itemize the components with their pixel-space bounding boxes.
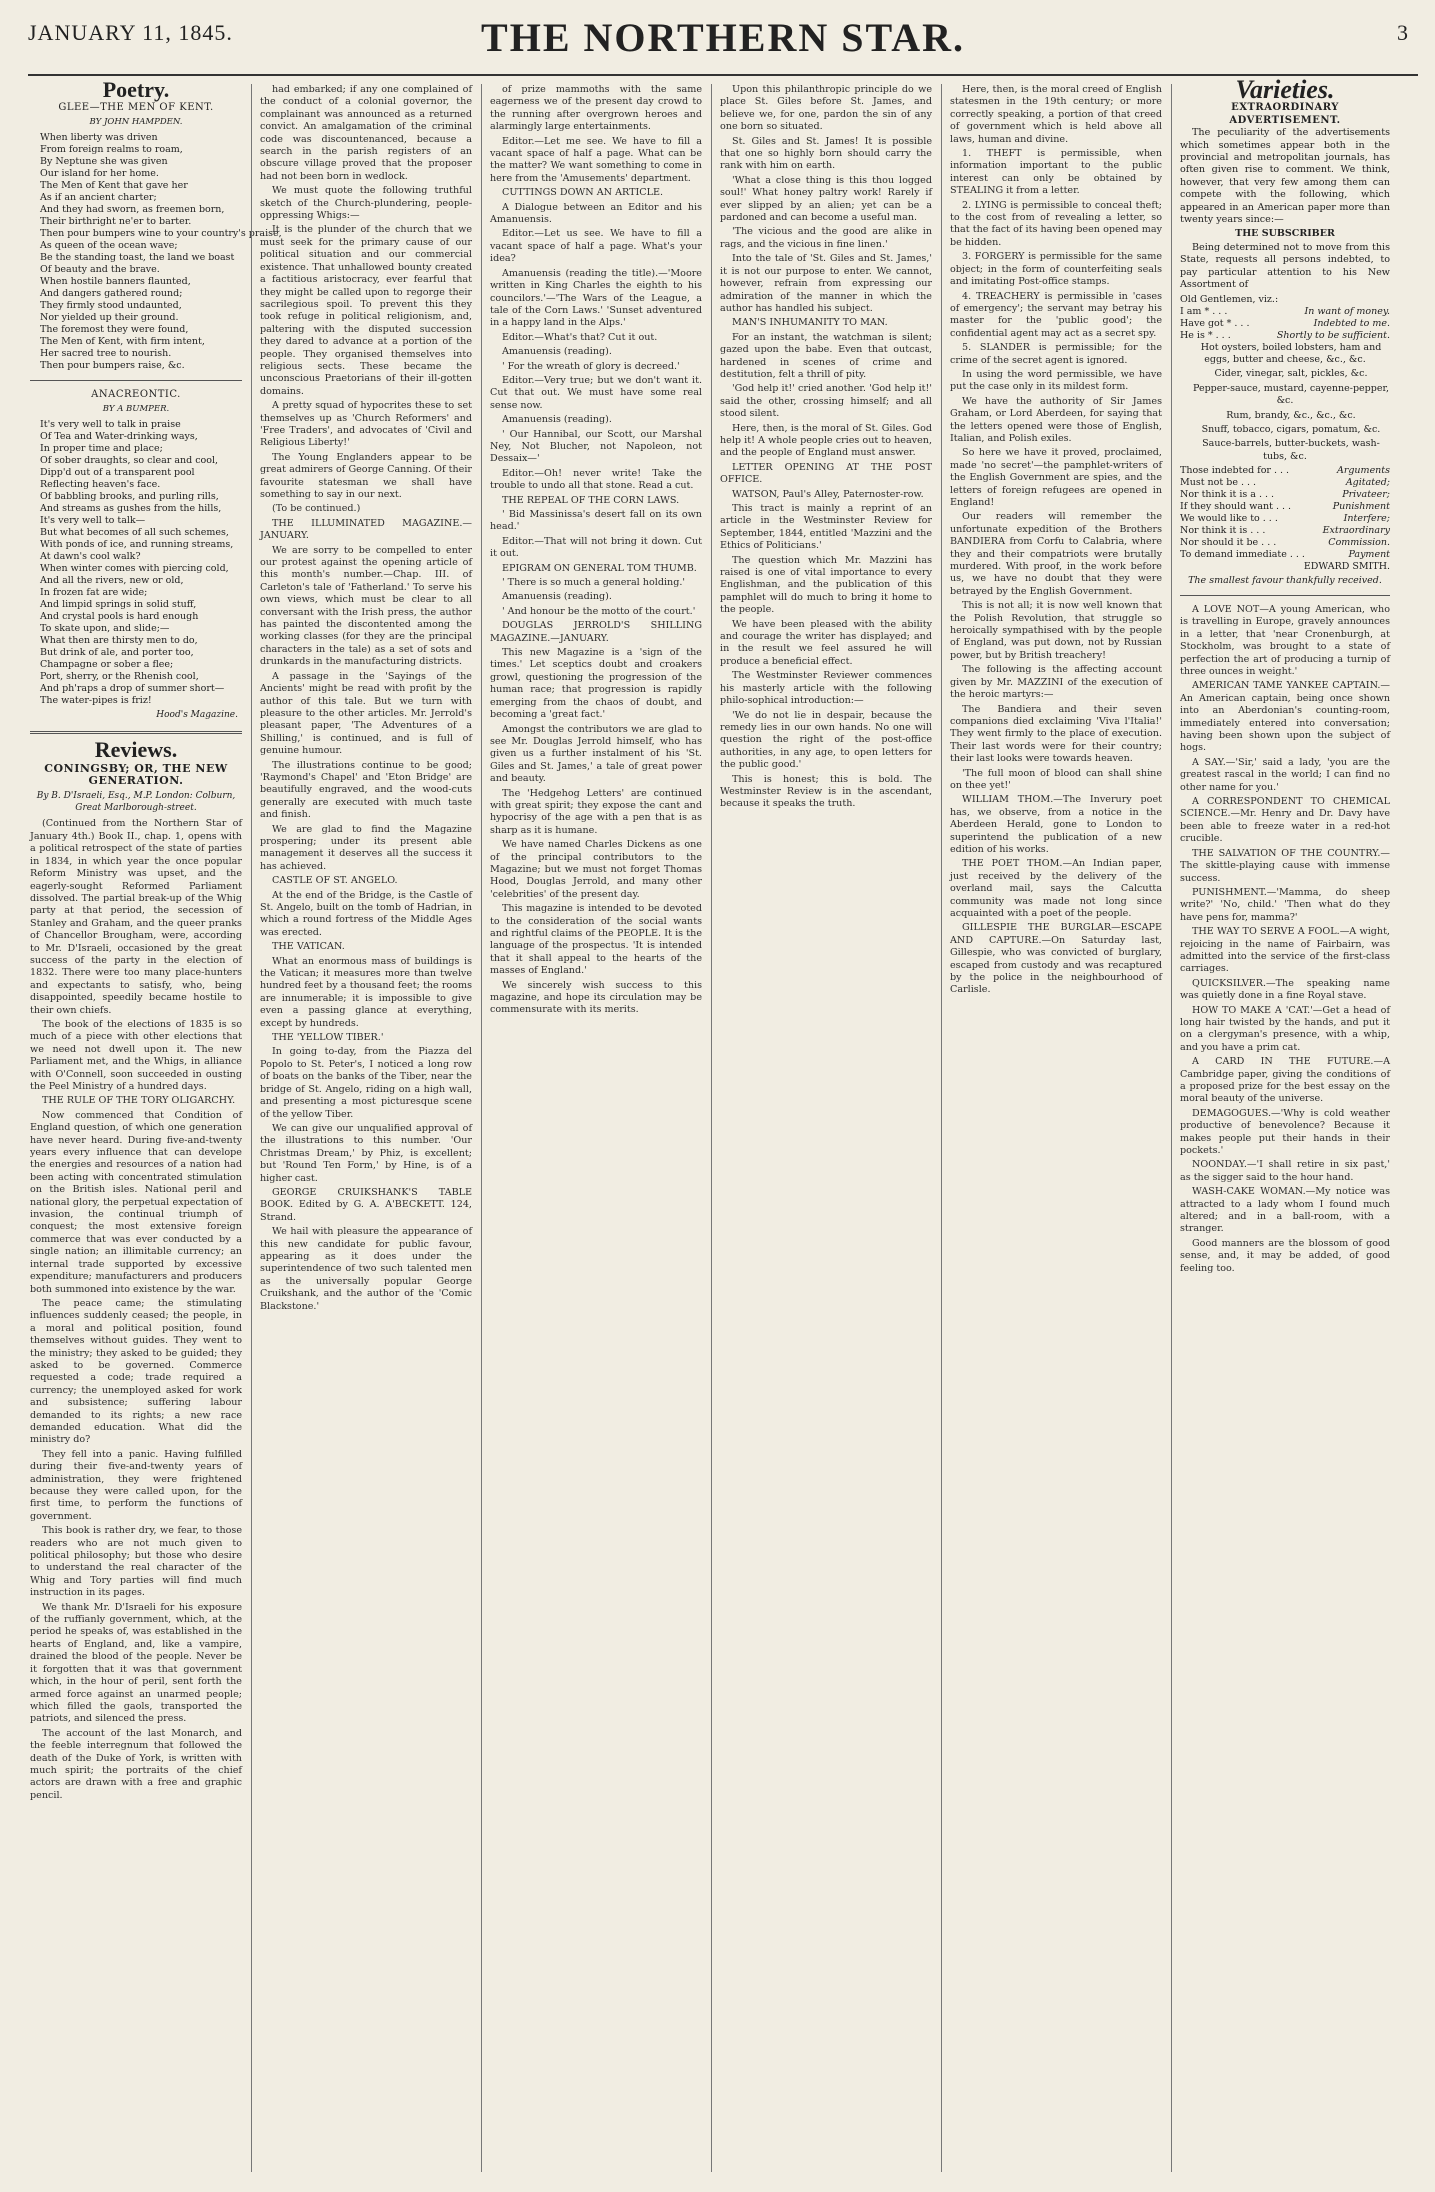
poem-line: Dipp'd out of a transparent pool [40, 467, 195, 479]
advert-row-left: He is * . . . [1180, 329, 1231, 341]
poem-line: Their birthright ne'er to barter. [40, 216, 192, 228]
advert-ware: Snuff, tobacco, cigars, pomatum, &c. [1201, 423, 1381, 435]
varieties-body [1180, 604, 1390, 1275]
advert-row [1180, 465, 1390, 477]
poem-line: When winter comes with piercing cold, [40, 563, 229, 575]
poem-line: In frozen fat are wide; [40, 587, 148, 599]
poem-line: Then pour bumpers raise, &c. [40, 360, 185, 372]
paragraph: Now commenced that Condition of England question, of which one generation have never heard. During five-and-twenty years every influence that can develope the energies and resources of a nation had been acting with concentrated stimulation on the British isles. National peril and national glory, the perpetual expectation of invasion, the continual triumph of conquest; the most extensive foreign commerce that was ever conducted by a single nation; an illimitable currency; an internal trade supported by excessive expenditure; manufacturers and producers both summoned into existence by the war. [30, 1109, 242, 1295]
poem-line: They firmly stood undaunted, [40, 300, 182, 312]
review-1-title: CONINGSBY; OR, THE NEW GENERATION. [44, 761, 228, 788]
advert-row-left: Old Gentlemen, viz.: [1180, 293, 1279, 305]
paragraph: 3. FORGERY is permissible for the same object; in the form of counterfeiting seals and imitating Post-office stamps. [950, 251, 1162, 288]
paragraph: ' For the wreath of glory is decreed.' [502, 360, 680, 372]
paragraph: Editor.—Let me see. We have to fill a vacant space of half a page. What can be the matter? We want something to come in here from the 'Amusements' department. [490, 135, 702, 184]
poem-line: The foremost they were found, [40, 324, 189, 336]
poem-line: To skate upon, and slide;— [40, 623, 170, 635]
paragraph: Amongst the contributors we are glad to see Mr. Douglas Jerrold himself, who has given us a further instalment of his 'St. Giles and St. James,' a tale of great power and beauty. [490, 723, 702, 785]
advert-row [1180, 294, 1390, 306]
advert-row-right: Extraordinary [1322, 525, 1390, 537]
advert-row [1180, 513, 1390, 525]
poem-line: Reflecting heaven's face. [40, 479, 161, 491]
poem-line: In proper time and place; [40, 443, 163, 455]
advert-ware: Cider, vinegar, salt, pickles, &c. [1214, 368, 1368, 380]
paragraph: This is honest; this is bold. The Westminster Review is in the ascendant, because it speaks the truth. [720, 773, 932, 810]
poem-line: Be the standing toast, the land we boast [40, 252, 235, 264]
paragraph: The question which Mr. Mazzini has raised is one of vital importance to every Englishman, and the publication of this pamphlet will do much to bring it home to the people. [720, 554, 932, 616]
paragraph: They fell into a panic. Having fulfilled during their five-and-twenty years of administration, they were frightened because they were called upon, for the first time, to perform the functions of government. [30, 1448, 242, 1522]
advert-row [1180, 501, 1390, 513]
poem-2-credit: Hood's Magazine. [156, 710, 238, 721]
masthead-title: THE NORTHERN STAR. [481, 15, 965, 60]
paragraph: We are sorry to be compelled to enter our protest against the opening article of this month's number.—Chap. III. of Carleton's tale of 'Fatherland.' To serve his own views, which must be clear to all conversant with the Irish press, the author has painted the discontented among the working classes (for they are the principal characters in the tale) as a set of sots and drunkards in the manufacturing districts. [260, 544, 472, 668]
advert-ware: Hot oysters, boiled lobsters, ham and eggs, butter and cheese, &c., &c. [1200, 341, 1382, 365]
poem-line: Port, sherry, or the Rhenish cool, [40, 671, 199, 683]
poem-line: Champagne or sober a flee; [40, 659, 174, 671]
review-1-byline: By B. D'Israeli, Esq., M.P. London: Colburn, Great Marlborough-street. [36, 790, 236, 814]
paragraph: WASH-CAKE WOMAN.—My notice was attracted to a lady whom I found much altered; and in a ball-room, with a stranger. [1180, 1186, 1390, 1235]
advert-row [1180, 306, 1390, 318]
advert-row [1180, 537, 1390, 549]
poem-line: And ph'raps a drop of summer short— [40, 683, 225, 695]
paragraph: ' Bid Massinissa's desert fall on its own head.' [490, 509, 702, 533]
paragraph: 'The full moon of blood can shall shine on thee yet!' [950, 767, 1162, 791]
advert-goods-list [1180, 294, 1390, 342]
paragraph: ' There is so much a general holding.' [502, 577, 686, 589]
advert-footer: The smallest favour thankfully received. [1188, 574, 1382, 586]
column-5 [950, 84, 1162, 2172]
paragraph: At the end of the Bridge, is the Castle of St. Angelo, built on the tomb of Hadrian, in which a round fortress of the Middle Ages was erected. [260, 889, 472, 938]
paragraph: 2. LYING is permissible to conceal theft; to the cost from of revealing a letter, so that the fact of its having been opened may be hidden. [950, 199, 1162, 248]
paragraph: PUNISHMENT.—'Mamma, do sheep write?' 'No, child.' 'Then what do they have pens for, mamma?' [1180, 886, 1390, 923]
paragraph: THE RULE OF THE TORY OLIGARCHY. [42, 1095, 236, 1107]
paragraph: The book of the elections of 1835 is so much of a piece with other elections that we need not dwell upon it. The new Parliament met, and the Whigs, in alliance with O'Connell, soon succeeded in ousting the Peel Ministry of a hundred days. [30, 1018, 242, 1092]
paragraph: CUTTINGS DOWN AN ARTICLE. [502, 187, 664, 199]
paragraph: AMERICAN TAME YANKEE CAPTAIN.—An American captain, being once shown into an Aberdonian's counting-room, immediately entered into conversation; having been shown upon the subject of hogs. [1180, 680, 1390, 754]
advert-row [1180, 318, 1390, 330]
advert-row-right: Interfere; [1343, 513, 1390, 525]
poem-line: Nor yielded up their ground. [40, 312, 179, 324]
poem-line: When hostile banners flaunted, [40, 276, 191, 288]
paragraph: Amanuensis (reading). [502, 346, 612, 358]
paragraph: WILLIAM THOM.—The Inverury poet has, we observe, from a notice in the Aberdeen Herald, gone to London to superintend the publication of a new edition of his works. [950, 794, 1162, 855]
poem-line: But drink of ale, and porter too, [40, 647, 194, 659]
advert-row-right: Privateer; [1342, 489, 1390, 501]
advert-wares-list [1180, 342, 1390, 464]
poem-line: Our island for her home. [40, 168, 159, 180]
paragraph: We have named Charles Dickens as one of the principal contributors to the Magazine; but we must not forget Thomas Hood, Douglas Jerrold, and many other 'celebrities' of the present day. [490, 839, 702, 900]
advert-row-left: To demand immediate . . . [1180, 549, 1305, 561]
paragraph: The following is the affecting account given by Mr. MAZZINI of the execution of the heroic martyrs:— [950, 664, 1162, 701]
column-6 [1180, 75, 1390, 2172]
advert-row-left: I am * . . . [1180, 305, 1228, 317]
paragraph: Editor.—Very true; but we don't want it. Cut that out. We must have some real sense now. [490, 374, 702, 411]
poem-line: What then are thirsty men to do, [40, 635, 198, 647]
paragraph: We are glad to find the Magazine prospering; under its present able management it deserves all the success it has achieved. [260, 823, 472, 872]
paragraph: Amanuensis (reading). [502, 414, 612, 426]
paragraph: ' And honour be the motto of the court.' [502, 605, 696, 617]
paragraph: In going to-day, from the Piazza del Popolo to St. Peter's, I noticed a long row of boats on the banks of the Tiber, near the bridge of St. Angelo, riding on a high wall, and presenting a most picturesque scene of the yellow Tiber. [260, 1046, 472, 1120]
paragraph: A passage in the 'Sayings of the Ancients' might be read with profit by the author of this tale. But we turn with pleasure to the other articles. Mr. Jerrold's pleasant paper, 'The Adventures of a Shilling,' is continued, and is full of genuine humour. [260, 670, 472, 757]
divider [30, 731, 242, 734]
poem-line: And streams as gushes from the hills, [40, 503, 222, 515]
paragraph: 4. TREACHERY is permissible in 'cases of emergency'; the servant may betray his master for the 'public good'; the confidential agent may act as a secret spy. [950, 290, 1162, 339]
paragraph: THE WAY TO SERVE A FOOL.—A wight, rejoicing in the name of Fairbairn, was admitted into the service of the first-class carriages. [1180, 926, 1390, 975]
poem-line: By Neptune she was given [40, 156, 168, 168]
advert-terms-list [1180, 465, 1390, 561]
paragraph: It is the plunder of the church that we must seek for the primary cause of our political situation and our commercial existence. That unhallowed bounty created a factitious aristocracy, ever fearful that they might be called upon to regorge their sacrilegious spoil. To prevent this they took refuge in political religionism, and, paltering with the disputed succession they dared to advance at a portion of the people. They organised themselves into religious sects. These became the unconscious Praetorians of their ill-gotten domains. [260, 224, 472, 397]
poem-1-byline: BY JOHN HAMPDEN. [89, 116, 183, 127]
advert-row-left: Nor think it is . . . [1180, 525, 1266, 537]
poem-line: The water-pipes is friz! [40, 695, 152, 707]
advert-ware: Rum, brandy, &c., &c., &c. [1226, 409, 1356, 421]
poem-line: Of sober draughts, so clear and cool, [40, 455, 219, 467]
paragraph: 'The vicious and the good are alike in rags, and the vicious in fine linen.' [720, 226, 932, 250]
paragraph: 'What a close thing is this thou logged soul!' What honey paltry work! Rarely if ever slipped by an alien; yet can be a pardoned and can become a useful man. [720, 174, 932, 224]
paragraph: The illustrations continue to be good; 'Raymond's Chapel' and 'Eton Bridge' are beautifully engraved, and the wood-cuts generally are executed with much taste and finish. [260, 759, 472, 821]
paragraph: CASTLE OF ST. ANGELO. [272, 875, 398, 887]
poem-line: Of beauty and the brave. [40, 264, 160, 276]
paragraph: The Young Englanders appear to be great admirers of George Canning. Of their favourite statesman we shall have something to say in our next. [260, 451, 472, 500]
paragraph: DOUGLAS JERROLD'S SHILLING MAGAZINE.—JANUARY. [490, 620, 702, 644]
paragraph: THE ILLUMINATED MAGAZINE.—JANUARY. [260, 517, 472, 542]
poem-line: As queen of the ocean wave; [40, 240, 178, 252]
paragraph: had embarked; if any one complained of the conduct of a colonial governor, the complainant was announced as a returned convict. An amalgamation of the criminal code was discountenanced, because a search in the parish registers of an obscure village proved that the proposer had not been born in wedlock. [260, 84, 472, 182]
paragraph: This new Magazine is a 'sign of the times.' Let sceptics doubt and croakers growl, questioning the progression of the human race; that progression is rapidly emerging from the chaos of doubt, and becoming a 'great fact.' [490, 647, 702, 721]
advert-row-right: Punishment [1332, 501, 1390, 513]
paragraph: Editor.—That will not bring it down. Cut it out. [490, 535, 702, 560]
advert-row-left: If they should want . . . [1180, 501, 1292, 513]
column-2-body [260, 84, 472, 1313]
poem-line: The Men of Kent, with firm intent, [40, 336, 205, 348]
paragraph: Our readers will remember the unfortunate expedition of the Brothers BANDIERA from Corfu to Calabria, where they and their compatriots were brutally murdered. With proof, in the work before us, we have no doubt that they were betrayed by the English Government. [950, 511, 1162, 597]
advert-row [1180, 549, 1390, 561]
poem-line: Of babbling brooks, and purling rills, [40, 491, 219, 503]
advert-row-left: We would like to . . . [1180, 513, 1278, 525]
paragraph: This is not all; it is now well known that the Polish Revolution, that struggle so heroically sympathised with by the people of England, was put down, not by Russian power, but by British treachery! [950, 600, 1162, 661]
advert-title: EXTRAORDINARY ADVERTISEMENT. [1229, 102, 1341, 126]
poem-line: It's very well to talk in praise [40, 419, 181, 431]
paragraph: EPIGRAM ON GENERAL TOM THUMB. [502, 562, 697, 574]
paragraph: Here, then, is the moral creed of English statesmen in the 19th century; or more correctly speaking, a portion of that creed of government which is held above all laws, human and divine. [950, 84, 1162, 145]
paragraph: Editor.—What's that? Cut it out. [502, 331, 658, 343]
column-rule [251, 84, 252, 2172]
paragraph: 5. SLANDER is permissible; for the crime of the secret agent is ignored. [950, 342, 1162, 366]
paragraph: Here, then, is the moral of St. Giles. God help it! A whole people cries out to heaven, and the people of England must answer. [720, 422, 932, 459]
paragraph: The Bandiera and their seven companions died exclaiming 'Viva l'Italia!' They went firmly to the place of execution. Their last words were for their country; their last looks were towards heaven. [950, 703, 1162, 765]
poem-line: From foreign realms to roam, [40, 144, 183, 156]
poem-line: And they had sworn, as freemen born, [40, 204, 225, 216]
paragraph: Amanuensis (reading). [502, 591, 612, 603]
advert-ware: Sauce-barrels, butter-buckets, wash-tubs, &c. [1202, 438, 1380, 462]
advert-row-left: Those indebted for . . . [1180, 465, 1290, 477]
paragraph: THE POET THOM.—An Indian paper, just received by the delivery of the overland mail, says the Calcutta community was made not long since acquainted with a poet of the people. [950, 858, 1162, 919]
column-rule [941, 84, 942, 2172]
paragraph: 1. THEFT is permissible, when information important to the public interest can only be obtained by STEALING it from a letter. [950, 148, 1162, 197]
paragraph: The 'Hedgehog Letters' are continued with great spirit; they expose the cant and hypocrisy of the age with a pen that is as sharp as it is humane. [490, 787, 702, 836]
advert-row [1180, 477, 1390, 489]
paragraph: THE REPEAL OF THE CORN LAWS. [502, 494, 680, 506]
column-2 [260, 84, 472, 2172]
paragraph: 'God help it!' cried another. 'God help it!' said the other, crossing himself; and all stood silent. [720, 383, 932, 420]
paragraph: HOW TO MAKE A 'CAT.'—Get a head of long hair twisted by the hands, and put it on a clergyman's presence, with a whip, and you have a prim cat. [1180, 1004, 1390, 1053]
poem-line: And dangers gathered round; [40, 288, 183, 300]
masthead [28, 14, 1418, 76]
poem-2-byline: BY A BUMPER. [102, 403, 170, 414]
paragraph: The peace came; the stimulating influences suddenly ceased; the people, in a moral and political position, found themselves without guides. They went to the ministry; they asked to be guided; they asked to be governed. Commerce requested a code; trade required a currency; the unemployed asked for work and subsistence; suffering labour demanded to its rights; a new race demanded education. What did the ministry do? [30, 1297, 242, 1446]
paragraph: Upon this philanthropic principle do we place St. Giles before St. James, and believe we, for one, pardon the sin of any one born so situated. [720, 84, 932, 133]
review-1-body [30, 818, 242, 1802]
column-5-body [950, 84, 1162, 997]
varieties-heading: Varieties. [1235, 75, 1335, 104]
advert-row-right: Payment [1348, 549, 1390, 561]
paragraph: THE SALVATION OF THE COUNTRY.—The skittle-playing cause with immense success. [1180, 847, 1390, 884]
paragraph: THE 'YELLOW TIBER.' [272, 1032, 384, 1044]
paragraph: Editor.—Let us see. We have to fill a vacant space of half a page. What's your idea? [490, 228, 702, 265]
poem-line: And crystal pools is hard enough [40, 611, 199, 623]
paragraph: Editor.—Oh! never write! Take the trouble to undo all that stone. Read a cut. [490, 467, 702, 492]
divider [30, 380, 242, 381]
column-rule [711, 84, 712, 2172]
paragraph: Good manners are the blossom of good sense, and, it may be added, of good feeling too. [1180, 1237, 1390, 1274]
paragraph: We have been pleased with the ability and courage the writer has displayed; and in the result we feel assured he will produce a beneficial effect. [720, 618, 932, 667]
poem-line: But what becomes of all such schemes, [40, 527, 229, 539]
poem-line: Then pour bumpers wine to your country's praise, [40, 228, 282, 240]
paragraph: WATSON, Paul's Alley, Paternoster-row. [732, 488, 924, 500]
column-rule [1171, 84, 1172, 2172]
paragraph: We hail with pleasure the appearance of this new candidate for public favour, appearing as it does under the superintendence of two such talented men as the universally popular George Cruikshank, and the author of the 'Comic Blackstone.' [260, 1226, 472, 1312]
poem-line: And limpid springs in solid stuff, [40, 599, 197, 611]
page-number: 3 [1397, 20, 1408, 45]
column-4-body [720, 84, 932, 811]
paragraph: GEORGE CRUIKSHANK'S TABLE BOOK. Edited by G. A. A'BECKETT. 124, Strand. [260, 1186, 472, 1223]
advert-row [1180, 330, 1390, 342]
advert-signature: EDWARD SMITH. [1303, 561, 1390, 573]
paragraph: The Westminster Reviewer commences his masterly article with the following philo-sophical introduction:— [720, 670, 932, 707]
divider [1180, 595, 1390, 596]
paragraph: (To be continued.) [272, 503, 361, 515]
paragraph: We sincerely wish success to this magazine, and hope its circulation may be commensurate with its merits. [490, 979, 702, 1016]
paragraph: This tract is mainly a reprint of an article in the Westminster Review for September, 1844, entitled 'Mazzini and the Ethics of Politicians.' [720, 503, 932, 552]
poetry-heading: Poetry. [102, 77, 170, 102]
paragraph: We must quote the following truthful sketch of the Church-plundering, people-oppressing Whigs:— [260, 185, 472, 222]
advert-ware: Pepper-sauce, mustard, cayenne-pepper, &c. [1193, 382, 1389, 407]
advert-row-left: Have got * . . . [1180, 317, 1250, 329]
paragraph: (Continued from the Northern Star of January 4th.) Book II., chap. 1, opens with a political retrospect of the state of parties in 1834, in which year the once popular Reform Ministry was upset, and the eagerly-sought Reformed Parliament dissolved. The partial break-up of the Whig party at that period, the secession of Stanley and Graham, and the queer pranks of Chancellor Brougham, were, according to Mr. D'Israeli, occasioned by the great success of the party in the election of 1832. There were too many place-hunters and expectants to satisfy, who, being disappointed, speedily became hostile to their own chiefs. [30, 818, 242, 1016]
poem-line: Of Tea and Water-drinking ways, [40, 431, 198, 443]
paragraph: LETTER OPENING AT THE POST OFFICE. [720, 461, 932, 486]
reviews-heading: Reviews. [94, 737, 178, 763]
poem-line: With ponds of ice, and running streams, [40, 539, 234, 551]
poem-2-title: ANACREONTIC. [91, 389, 181, 401]
advert-row-right: Indebted to me. [1313, 317, 1390, 329]
advert-intro: The peculiarity of the advertisements which sometimes appear both in the provincial and metropolitan journals, has often given rise to comment. We think, however, that very few among them can compete with the following, which appeared in an American paper more than twenty years since:— [1180, 127, 1390, 226]
advert-subscriber: THE SUBSCRIBER [1235, 228, 1335, 240]
poem-line: It's very well to talk— [40, 515, 146, 527]
paragraph: So here we have it proved, proclaimed, made 'no secret'—the pamphlet-writers of the English Government are spies, and the letters of foreign refugees are opened in England! [950, 447, 1162, 508]
poem-line: Her sacred tree to nourish. [40, 348, 172, 360]
paragraph: 'We do not lie in despair, because the remedy lies in our own hands. No one will question the right of the post-office authorities, in any age, to open letters for the public good.' [720, 709, 932, 771]
paragraph: A CORRESPONDENT TO CHEMICAL SCIENCE.—Mr. Henry and Dr. Davy have been able to freeze water in a red-hot crucible. [1180, 796, 1390, 845]
poem-line: At dawn's cool walk? [40, 551, 141, 563]
advert-row-right: Arguments [1336, 465, 1390, 477]
advert-row-left: Nor should it be . . . [1180, 537, 1277, 549]
poem-line: As if an ancient charter; [40, 192, 157, 204]
paragraph: DEMAGOGUES.—'Why is cold weather productive of benevolence? Because it makes people put their hands in their pockets.' [1180, 1107, 1390, 1157]
advert-row-left: Nor think it is a . . . [1180, 489, 1275, 501]
advert-row-left: Must not be . . . [1180, 477, 1257, 489]
paragraph: Amanuensis (reading the title).—'Moore written in King Charles the eighth to his councilors.'—'The Wars of the League, a tale of the Corn Laws.' 'Sunset adventured in a happy land in the Alps.' [490, 267, 702, 329]
advert-row [1180, 525, 1390, 537]
paragraph: A CARD IN THE FUTURE.—A Cambridge paper, giving the conditions of a proposed prize for the best essay on the moral beauty of the universe. [1180, 1056, 1390, 1105]
advert-row-right: Shortly to be sufficient. [1276, 329, 1390, 341]
paragraph: GILLESPIE THE BURGLAR—ESCAPE AND CAPTURE.—On Saturday last, Gillespie, who was convicted of burglary, escaped from custody and was recaptured by the police in the neighbourhood of Carlisle. [950, 922, 1162, 996]
advert-row-right: In want of money. [1304, 305, 1390, 317]
paragraph: MAN'S INHUMANITY TO MAN. [732, 317, 888, 329]
paragraph: We thank Mr. D'Israeli for his exposure of the ruffianly government, which, at the period he speaks of, was established in the hearts of England, and, like a vampire, drained the blood of the people. Never be it forgotten that it was that government which, in the hour of peril, sent forth the armed force against an unarmed people; which filled the gaols, transported the patriots, and silenced the press. [30, 1601, 242, 1725]
paragraph: of prize mammoths with the same eagerness we of the present day crowd to the running after overgrown heroes and alarmingly large entertainments. [490, 84, 702, 133]
advert-row-right: Commission. [1328, 537, 1390, 549]
column-3 [490, 84, 702, 2172]
paragraph: QUICKSILVER.—The speaking name was quietly done in a fine Royal stave. [1180, 977, 1390, 1002]
poem-line: When liberty was driven [40, 132, 158, 144]
column-1 [30, 77, 282, 2172]
paragraph: ' Our Hannibal, our Scott, our Marshal Ney, Not Blucher, not Napoleon, not Dessaix—' [490, 428, 702, 465]
masthead-date: JANUARY 11, 1845. [28, 20, 233, 45]
column-4 [720, 84, 932, 2172]
poem-line: And all the rivers, new or old, [40, 575, 184, 587]
paragraph: We have the authority of Sir James Graham, or Lord Aberdeen, for saying that the letters opened were those of English, Italian, and Polish exiles. [950, 395, 1162, 444]
paragraph: A LOVE NOT—A young American, who is travelling in Europe, gravely announces in a letter, that 'near Cronenburgh, at Stockholm, was brought to a state of perfection the art of producing a turnip of three ounces in weight.' [1180, 603, 1390, 677]
paragraph: A Dialogue between an Editor and his Amanuensis. [490, 201, 702, 226]
paragraph: For an instant, the watchman is silent; gazed upon the babe. Even that outcast, hardened in scenes of crime and destitution, felt a thrill of pity. [720, 331, 932, 380]
paragraph: This book is rather dry, we fear, to those readers who are not much given to political philosophy; but those who desire to understand the real character of the Whig and Tory parties will find much instruction in its pages. [30, 1525, 242, 1599]
paragraph: St. Giles and St. James! It is possible that one so highly born should carry the rank with him on earth. [720, 135, 932, 172]
paragraph: THE VATICAN. [272, 941, 345, 953]
advert-row-right: Agitated; [1345, 477, 1390, 489]
paragraph: In using the word permissible, we have put the case only in its mildest form. [950, 368, 1162, 393]
poem-1-title: GLEE—THE MEN OF KENT. [58, 102, 214, 114]
column-3-body [490, 84, 702, 1017]
paragraph: Into the tale of 'St. Giles and St. James,' it is not our purpose to enter. We cannot, however, refrain from expressing our admiration of the manner in which the author has handled his subject. [720, 253, 932, 314]
paragraph: The account of the last Monarch, and the feeble interregnum that followed the death of the Duke of York, is written with much spirit; the portraits of the chief actors are drawn with a free and graphic pencil. [30, 1727, 242, 1801]
paragraph: We can give our unqualified approval of the illustrations to this number. 'Our Christmas Dream,' by Phiz, is excellent; but 'Round Ten Form,' by Hine, is of a higher cast. [260, 1122, 472, 1184]
paragraph: What an enormous mass of buildings is the Vatican; it measures more than twelve hundred feet by a thousand feet; the rooms are innumerable; it is impossible to give even a passing glance at everything, except by hundreds. [260, 955, 472, 1029]
advert-body: Being determined not to move from this State, requests all persons indebted, to pay particular attention to his New Assortment of [1180, 241, 1390, 291]
paragraph: NOONDAY.—'I shall retire in six past,' as the sigger said to the hour hand. [1180, 1159, 1390, 1183]
poem-1-lines [30, 132, 282, 372]
paragraph: A SAY.—'Sir,' said a lady, 'you are the greatest rascal in the world; I can find no other name for you.' [1180, 756, 1390, 793]
poem-2-lines [30, 419, 242, 707]
poem-line: The Men of Kent that gave her [40, 180, 188, 192]
advert-row [1180, 489, 1390, 501]
paragraph: A pretty squad of hypocrites these to set themselves up as 'Church Reformers' and 'Free Traders', and advocates of 'Civil and Religious Liberty!' [260, 400, 472, 449]
paragraph: This magazine is intended to be devoted to the consideration of the social wants and rightful claims of the PEOPLE. It is the language of the prospectus. 'It is intended that it shall appeal to the hearts of the masses of England.' [490, 903, 702, 977]
column-rule [481, 84, 482, 2172]
